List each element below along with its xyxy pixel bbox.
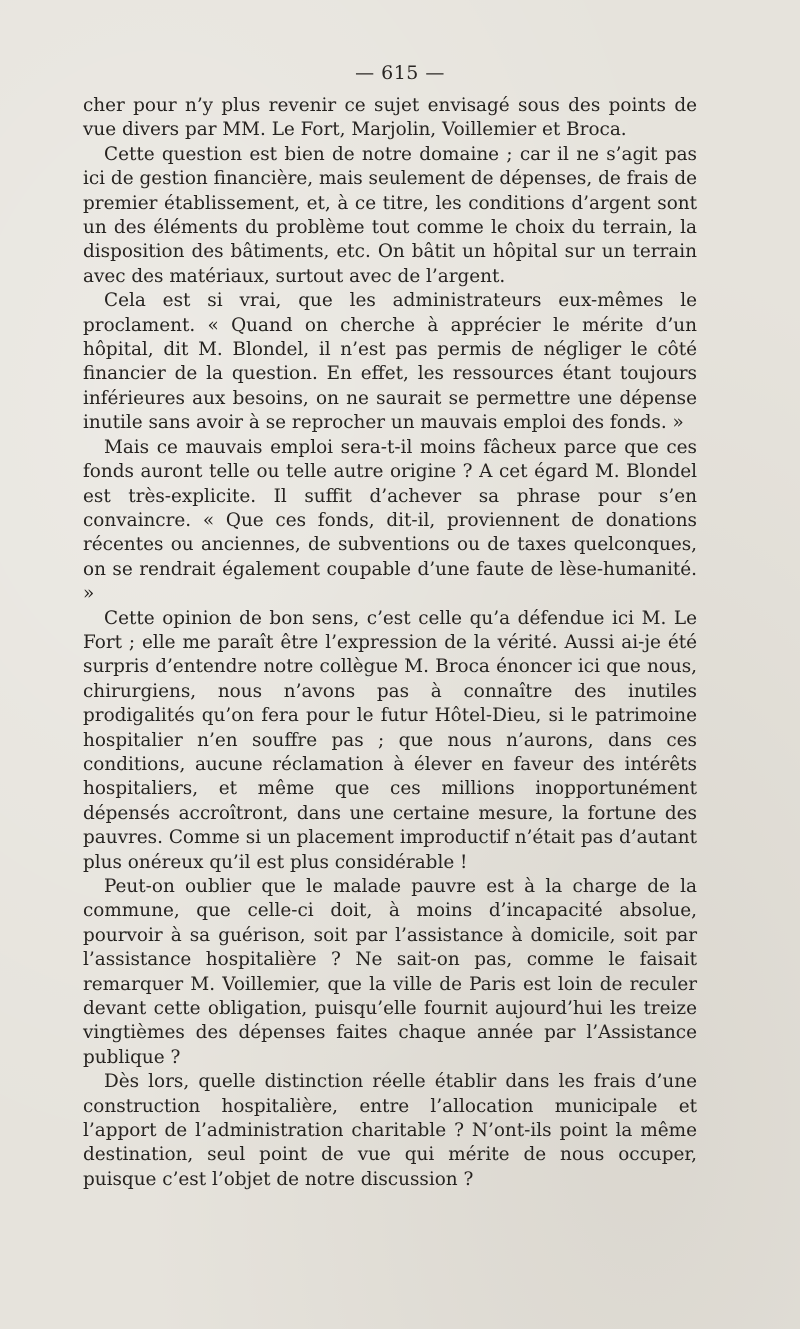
paragraph-le-fort-opinion: Cette opinion de bon sens, c’est celle qu’a défendue ici M. Le Fort ; elle me paraît être l’expression de la vérité. Aussi ai-je été surpris d’entendre notre collègue M. Broca énoncer ici que nous, chirurgiens, nous n’avons pas à connaître des inutiles prodigalités qu’on fera pour le futur Hôtel-Dieu, si le patrimoine hospitalier n’en souffre pas ; que nous n’aurons, dans ces conditions, aucune réclamation à élever en faveur des intérêts hospitaliers, et même que ces millions inopportunément dépensés accroîtront, dans une certaine mesure, la fortune des pauvres. Comme si un placement improductif n’était pas d’autant plus onéreux qu’il est plus considérable ! xyxy=(83,607,697,873)
paragraph-financial-question: Cette question est bien de notre domaine ; car il ne s’agit pas ici de gestion financière, mais seulement de dépenses, de frais de premier établissement, et, à ce titre, les conditions d’argent sont un des éléments du problème tout comme le choix du terrain, la disposition des bâtiments, etc. On bâtit un hôpital sur un terrain avec des matériaux, surtout avec de l’argent. xyxy=(83,143,697,287)
page-number: — 615 — xyxy=(355,62,445,84)
paragraph-continuation: cher pour n’y plus revenir ce sujet envisagé sous des points de vue divers par MM. Le Fort, Marjolin, Voillemier et Broca. xyxy=(83,95,697,141)
paragraph-conclusion: Dès lors, quelle distinction réelle établir dans les frais d’une construction hospitalière, entre l’allocation municipale et l’apport de l’administration charitable ? N’ont-ils point la même destination, seul point de vue qui mérite de nous occuper, puisque c’est l’objet de notre discussion ? xyxy=(83,1071,697,1190)
paragraph-blondel-quote: Cela est si vrai, que les administrateurs eux-mêmes le proclament. « Quand on cherche à apprécier le mérite d’un hôpital, dit M. Blondel, il n’est pas permis de négliger le côté financier de la question. En effet, les ressources étant toujours inférieures aux besoins, on ne saurait se permettre une dépense inutile sans avoir à se reprocher un mauvais emploi des fonds. » xyxy=(83,290,697,434)
body-text xyxy=(83,94,697,1192)
paragraph-municipal-charge: Peut-on oublier que le malade pauvre est à la charge de la commune, que celle-ci doit, à moins d’incapacité absolue, pourvoir à sa guérison, soit par l’assistance à domicile, soit par l’assistance hospitalière ? Ne sait-on pas, comme le faisait remarquer M. Voillemier, que la ville de Paris est loin de reculer devant cette obligation, puisqu’elle fournit aujourd’hui les treize vingtièmes des dépenses faites chaque année par l’Assistance publique ? xyxy=(83,876,697,1068)
paragraph-origin-of-funds: Mais ce mauvais emploi sera-t-il moins fâcheux parce que ces fonds auront telle ou telle autre origine ? A cet égard M. Blondel est très-explicite. Il suffit d’achever sa phrase pour s’en convaincre. « Que ces fonds, dit-il, proviennent de donations récentes ou anciennes, de subventions ou de taxes quelconques, on se rendrait également coupable d’une faute de lèse-humanité. » xyxy=(83,436,697,605)
